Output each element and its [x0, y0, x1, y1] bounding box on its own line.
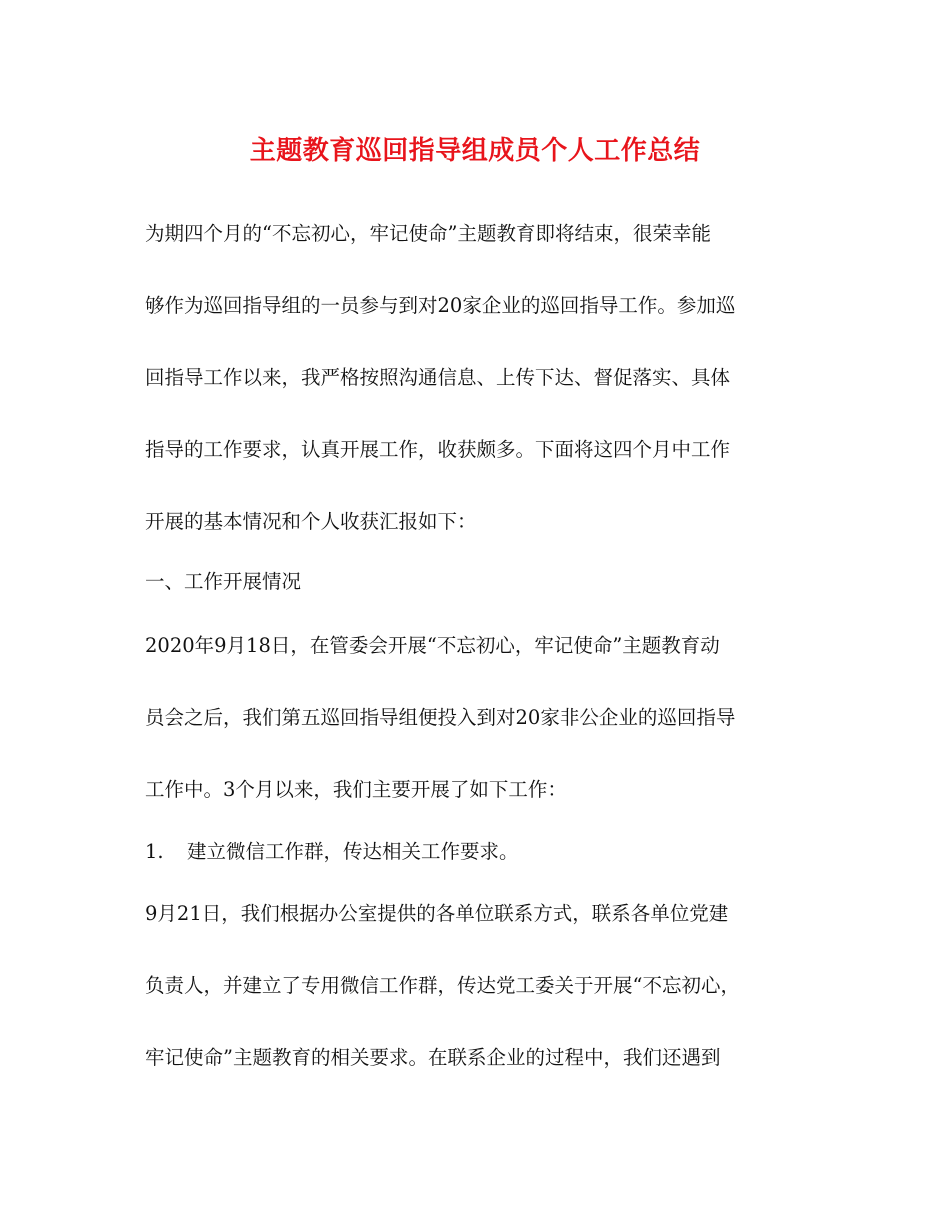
section-heading: 一、工作开展情况: [145, 570, 302, 593]
paragraph-line: 牢记使命”主题教育的相关要求。在联系企业的过程中，我们还遇到: [145, 1046, 721, 1069]
paragraph-line: 工作中。3个月以来，我们主要开展了如下工作：: [145, 778, 567, 801]
paragraph-line: 9月21日，我们根据办公室提供的各单位联系方式，联系各单位党建: [145, 902, 729, 925]
document-title: 主题教育巡回指导组成员个人工作总结: [249, 136, 701, 166]
paragraph-line: 负责人，并建立了专用微信工作群，传达党工委关于开展“不忘初心，: [145, 974, 740, 997]
paragraph-line: 够作为巡回指导组的一员参与到对20家企业的巡回指导工作。参加巡: [145, 294, 736, 317]
paragraph-line: 开展的基本情况和个人收获汇报如下：: [145, 510, 477, 533]
paragraph-line: 2020年9月18日，在管委会开展“不忘初心，牢记使命”主题教育动: [145, 634, 720, 657]
paragraph-line: 员会之后，我们第五巡回指导组便投入到对20家非公企业的巡回指导: [145, 706, 736, 729]
paragraph-line: 指导的工作要求，认真开展工作，收获颇多。下面将这四个月中工作: [145, 438, 731, 461]
paragraph-line: 为期四个月的“不忘初心，牢记使命”主题教育即将结束，很荣幸能: [145, 222, 711, 245]
item-number: 1.: [145, 840, 164, 863]
paragraph-line: 回指导工作以来，我严格按照沟通信息、上传下达、督促落实、具体: [145, 366, 731, 389]
item-text: 建立微信工作群，传达相关工作要求。: [187, 840, 519, 863]
numbered-item: [145, 837, 825, 867]
